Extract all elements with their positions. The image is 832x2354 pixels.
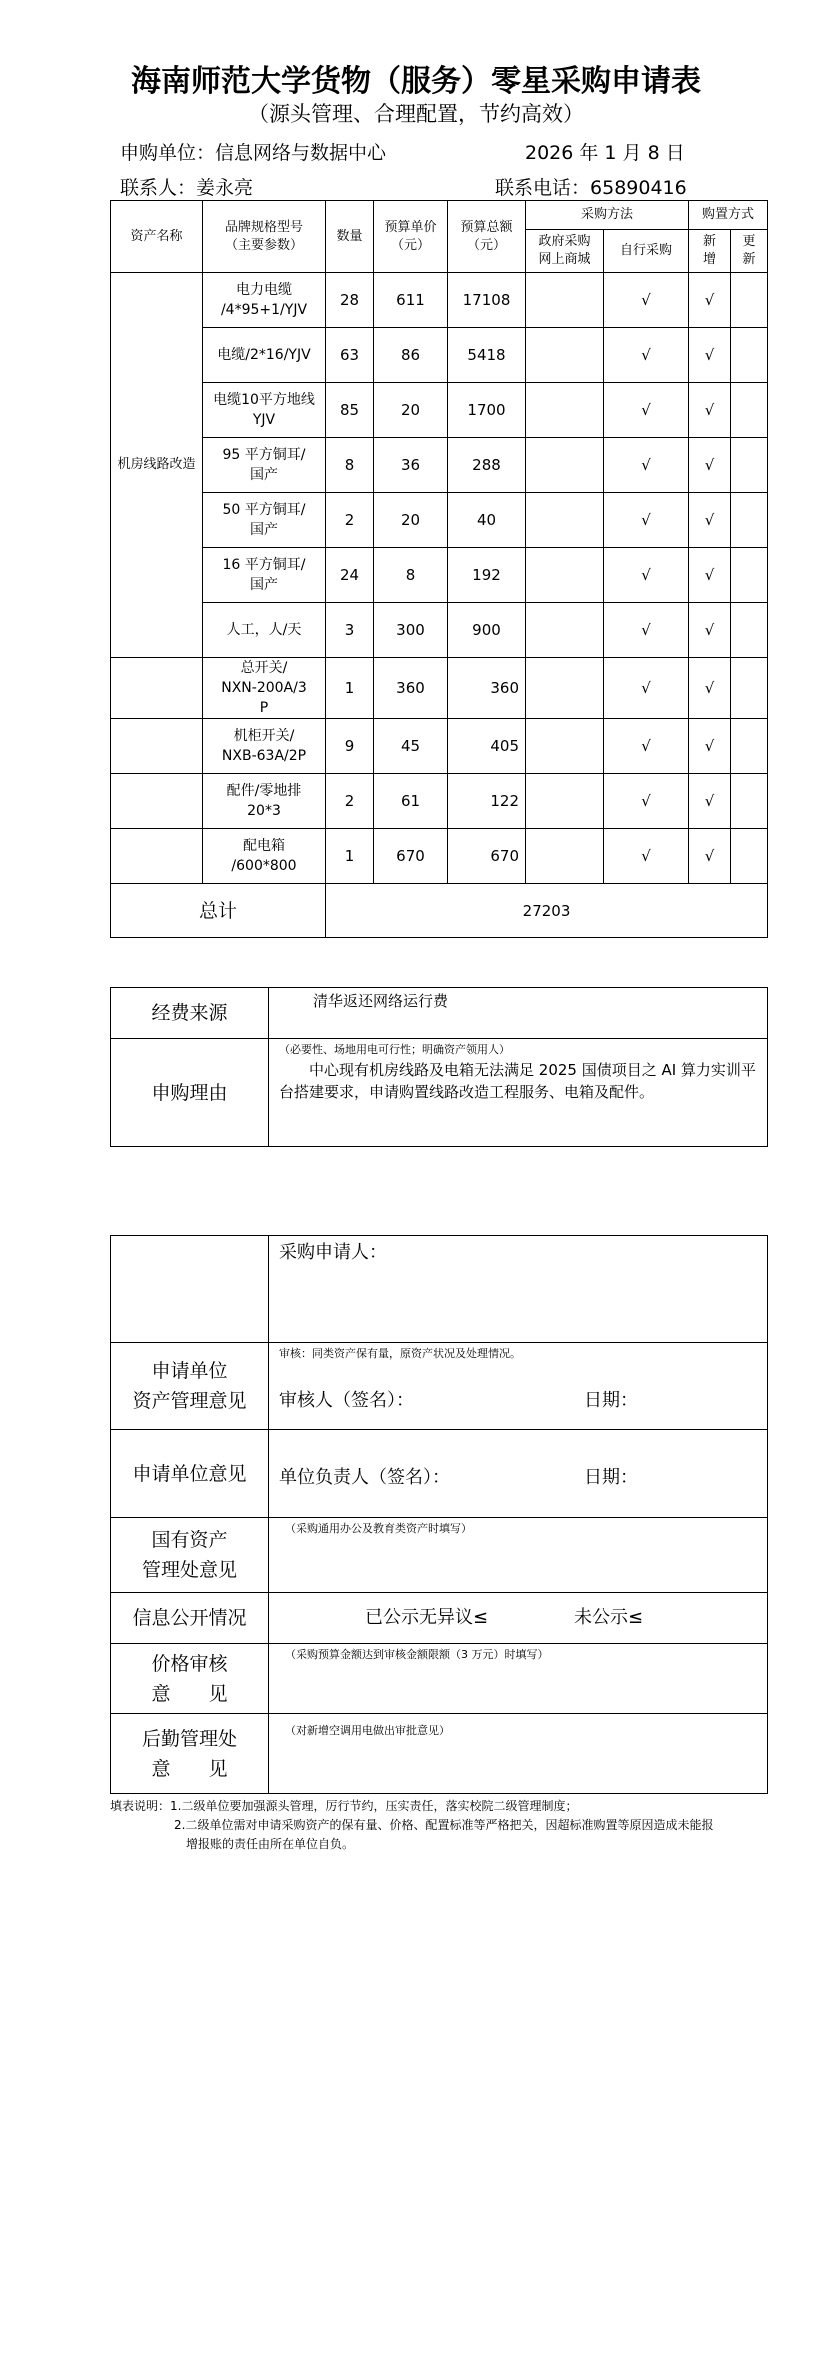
contact-label: 联系人： xyxy=(120,177,197,199)
item-method-self: √ xyxy=(604,273,689,328)
item-spec: 电力电缆 /4*95+1/YJV xyxy=(203,273,326,328)
table-row xyxy=(111,438,768,493)
logistics-hint: （对新增空调用电做出审批意见） xyxy=(285,1724,450,1737)
unit-label: 申购单位： xyxy=(120,142,216,164)
applicant-cell[interactable] xyxy=(269,1236,768,1343)
item-qty: 1 xyxy=(326,658,374,719)
item-method-self: √ xyxy=(604,548,689,603)
item-spec: 配件/零地排 20*3 xyxy=(203,774,326,829)
table-row xyxy=(111,829,768,884)
items-table xyxy=(110,200,768,938)
disclosure-label: 信息公开情况 xyxy=(111,1593,269,1644)
item-type-update xyxy=(731,438,768,493)
price-review-label: 价格审核 意 见 xyxy=(111,1644,269,1714)
applicant-label-cell xyxy=(111,1236,269,1343)
price-review-cell[interactable] xyxy=(269,1644,768,1714)
item-type-update xyxy=(731,548,768,603)
item-method-self: √ xyxy=(604,719,689,774)
item-unit-price: 670 xyxy=(374,829,448,884)
item-method-gov xyxy=(526,438,604,493)
state-asset-hint: （采购通用办公及教育类资产时填写） xyxy=(285,1522,472,1535)
logistics-label: 后勤管理处 意 见 xyxy=(111,1714,269,1794)
fund-label: 经费来源 xyxy=(111,988,269,1039)
item-total: 288 xyxy=(448,438,526,493)
asset-group-name: 机房线路改造 xyxy=(111,273,203,658)
item-qty: 2 xyxy=(326,774,374,829)
item-method-self: √ xyxy=(604,829,689,884)
fund-value[interactable]: 清华返还网络运行费 xyxy=(313,992,449,1010)
item-unit-price: 45 xyxy=(374,719,448,774)
approval-table xyxy=(110,1235,768,1794)
item-unit-price: 86 xyxy=(374,328,448,383)
notes-line-1: 1.二级单位要加强源头管理，厉行节约，压实责任，落实校院二级管理制度； xyxy=(170,1799,578,1813)
item-type-update xyxy=(731,774,768,829)
item-type-update xyxy=(731,829,768,884)
item-type-new: √ xyxy=(689,774,731,829)
total-label: 总计 xyxy=(111,884,326,938)
header-asset-name: 资产名称 xyxy=(111,201,203,273)
item-method-gov xyxy=(526,548,604,603)
item-type-new: √ xyxy=(689,603,731,658)
header-method-self: 自行采购 xyxy=(604,230,689,273)
item-type-new: √ xyxy=(689,719,731,774)
item-spec: 配电箱 /600*800 xyxy=(203,829,326,884)
applicant-unit xyxy=(120,138,386,165)
disclosure-option-unpublished[interactable]: 未公示≤ xyxy=(574,1607,644,1628)
item-qty: 9 xyxy=(326,719,374,774)
form-title: 海南师范大学货物（服务）零星采购申请表 xyxy=(131,64,701,99)
table-row xyxy=(111,603,768,658)
item-method-gov xyxy=(526,719,604,774)
table-row xyxy=(111,383,768,438)
state-asset-label: 国有资产 管理处意见 xyxy=(111,1518,269,1593)
unit-value: 信息网络与数据中心 xyxy=(215,142,387,164)
item-method-self: √ xyxy=(604,774,689,829)
phone-value: 65890416 xyxy=(590,177,687,199)
item-method-self: √ xyxy=(604,383,689,438)
contact-value: 姜永亮 xyxy=(196,177,254,199)
header-spec: 品牌规格型号 （主要参数） xyxy=(203,201,326,273)
application-date: 2026 年 1 月 8 日 xyxy=(525,142,685,164)
item-total: 405 xyxy=(448,719,526,774)
item-spec: 16 平方铜耳/ 国产 xyxy=(203,548,326,603)
item-qty: 24 xyxy=(326,548,374,603)
fund-reason-table xyxy=(110,987,768,1147)
item-unit-price: 36 xyxy=(374,438,448,493)
notes-line-3: 增报账的责任由所在单位自负。 xyxy=(186,1837,355,1851)
item-qty: 2 xyxy=(326,493,374,548)
item-total: 1700 xyxy=(448,383,526,438)
header-method-gov: 政府采购 网上商城 xyxy=(526,230,604,273)
asset-mgmt-label: 申请单位 资产管理意见 xyxy=(111,1343,269,1430)
item-total: 360 xyxy=(448,658,526,719)
item-total: 122 xyxy=(448,774,526,829)
contact-phone xyxy=(495,173,687,200)
table-row xyxy=(111,493,768,548)
item-qty: 28 xyxy=(326,273,374,328)
asset-mgmt-signer: 审核人（签名）： xyxy=(279,1390,414,1411)
total-row xyxy=(111,884,768,938)
reason-cell xyxy=(269,1039,768,1147)
asset-mgmt-hint: 审核：同类资产保有量，原资产状况及处理情况。 xyxy=(279,1347,521,1360)
item-method-self: √ xyxy=(604,658,689,719)
item-method-gov xyxy=(526,658,604,719)
item-type-update xyxy=(731,493,768,548)
item-type-new: √ xyxy=(689,548,731,603)
item-unit-price: 20 xyxy=(374,383,448,438)
item-total: 900 xyxy=(448,603,526,658)
reason-text[interactable]: 中心现有机房线路及电箱无法满足 2025 国债项目之 AI 算力实训平台搭建要求，申请购置线路改造工程服务、电箱及配件。 xyxy=(279,1061,756,1101)
item-method-gov xyxy=(526,829,604,884)
notes-label: 填表说明： xyxy=(110,1799,171,1813)
header-purchase-type: 购置方式 xyxy=(689,201,768,230)
asset-name-empty xyxy=(111,719,203,774)
item-method-self: √ xyxy=(604,328,689,383)
disclosure-cell xyxy=(269,1593,768,1644)
item-type-new: √ xyxy=(689,493,731,548)
item-type-update xyxy=(731,658,768,719)
unit-opinion-date: 日期： xyxy=(584,1467,638,1488)
item-unit-price: 8 xyxy=(374,548,448,603)
table-row xyxy=(111,273,768,328)
item-method-gov xyxy=(526,774,604,829)
notes-line-2: 2.二级单位需对申请采购资产的保有量、价格、配置标准等严格把关，因超标准购置等原因造成未能报 xyxy=(174,1818,714,1832)
header-type-update: 更 新 xyxy=(731,230,768,273)
header-unit-price: 预算单价 （元） xyxy=(374,201,448,273)
item-type-new: √ xyxy=(689,438,731,493)
item-type-new: √ xyxy=(689,658,731,719)
phone-label: 联系电话： xyxy=(495,177,591,199)
price-review-hint: （采购预算金额达到审核金额限额（3 万元）时填写） xyxy=(285,1648,549,1661)
item-unit-price: 300 xyxy=(374,603,448,658)
item-method-gov xyxy=(526,383,604,438)
header-method: 采购方法 xyxy=(526,201,689,230)
asset-name-empty xyxy=(111,829,203,884)
item-spec: 95 平方铜耳/ 国产 xyxy=(203,438,326,493)
table-row xyxy=(111,328,768,383)
item-unit-price: 611 xyxy=(374,273,448,328)
item-spec: 电缆10平方地线 YJV xyxy=(203,383,326,438)
item-spec: 人工，人/天 xyxy=(203,603,326,658)
item-method-gov xyxy=(526,328,604,383)
table-row xyxy=(111,719,768,774)
table-row xyxy=(111,774,768,829)
total-value: 27203 xyxy=(326,884,768,938)
item-method-gov xyxy=(526,603,604,658)
applicant-label: 采购申请人： xyxy=(279,1242,387,1263)
item-total: 5418 xyxy=(448,328,526,383)
item-qty: 3 xyxy=(326,603,374,658)
item-total: 40 xyxy=(448,493,526,548)
reason-label: 申购理由 xyxy=(111,1039,269,1147)
unit-opinion-signer: 单位负责人（签名）： xyxy=(279,1467,450,1488)
item-total: 192 xyxy=(448,548,526,603)
reason-hint: （必要性、场地用电可行性；明确资产领用人） xyxy=(279,1043,510,1056)
header-qty: 数量 xyxy=(326,201,374,273)
item-type-update xyxy=(731,603,768,658)
item-spec: 总开关/ NXN-200A/3 P xyxy=(203,658,326,719)
item-qty: 1 xyxy=(326,829,374,884)
asset-mgmt-cell[interactable] xyxy=(269,1343,768,1430)
unit-opinion-label: 申请单位意见 xyxy=(111,1430,269,1518)
item-type-new: √ xyxy=(689,328,731,383)
item-type-update xyxy=(731,719,768,774)
item-unit-price: 20 xyxy=(374,493,448,548)
item-method-gov xyxy=(526,273,604,328)
item-type-new: √ xyxy=(689,383,731,438)
item-unit-price: 360 xyxy=(374,658,448,719)
item-spec: 电缆/2*16/YJV xyxy=(203,328,326,383)
item-type-update xyxy=(731,328,768,383)
form-subtitle: （源头管理、合理配置，节约高效） xyxy=(248,102,584,126)
item-unit-price: 61 xyxy=(374,774,448,829)
item-type-new: √ xyxy=(689,273,731,328)
item-total: 670 xyxy=(448,829,526,884)
unit-opinion-cell[interactable] xyxy=(269,1430,768,1518)
item-method-self: √ xyxy=(604,603,689,658)
item-qty: 85 xyxy=(326,383,374,438)
item-type-update xyxy=(731,383,768,438)
asset-name-empty xyxy=(111,658,203,719)
item-qty: 8 xyxy=(326,438,374,493)
item-spec: 机柜开关/ NXB-63A/2P xyxy=(203,719,326,774)
logistics-cell[interactable] xyxy=(269,1714,768,1794)
item-type-new: √ xyxy=(689,829,731,884)
item-qty: 63 xyxy=(326,328,374,383)
item-method-self: √ xyxy=(604,493,689,548)
item-spec: 50 平方铜耳/ 国产 xyxy=(203,493,326,548)
notes xyxy=(110,1797,713,1854)
item-method-self: √ xyxy=(604,438,689,493)
asset-mgmt-date: 日期： xyxy=(584,1390,638,1411)
contact-person xyxy=(120,173,253,200)
disclosure-option-published[interactable]: 已公示无异议≤ xyxy=(364,1607,489,1628)
header-total: 预算总额 （元） xyxy=(448,201,526,273)
state-asset-cell[interactable] xyxy=(269,1518,768,1593)
item-type-update xyxy=(731,273,768,328)
fund-cell xyxy=(269,988,768,1039)
asset-name-empty xyxy=(111,774,203,829)
table-row xyxy=(111,548,768,603)
header-type-new: 新 增 xyxy=(689,230,731,273)
table-row xyxy=(111,658,768,719)
item-total: 17108 xyxy=(448,273,526,328)
item-method-gov xyxy=(526,493,604,548)
